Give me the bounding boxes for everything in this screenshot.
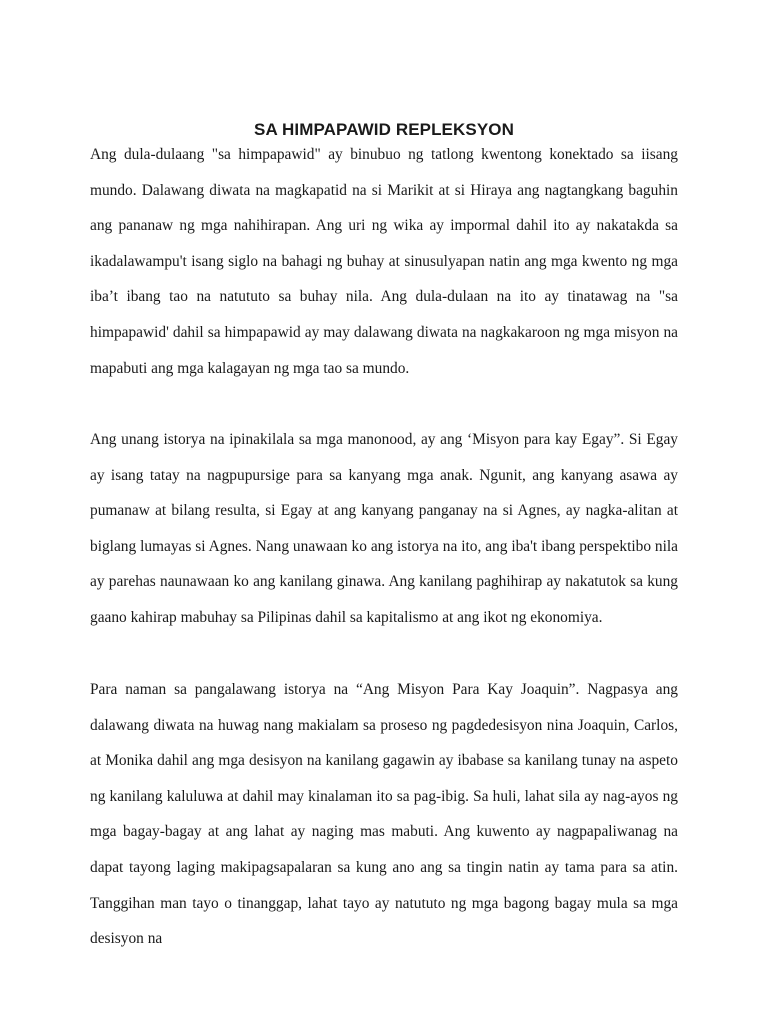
paragraph-second-story: Para naman sa pangalawang istorya na “Ang Misyon Para Kay Joaquin”. Nagpasya ang dalawang diwata na huwag nang makialam sa proseso ng pagdedesisyon nina Joaquin, Carlos, at Monika dahil ang mga desisyon na kanilang gagawin ay ibabase sa kanilang tunay na aspeto ng kanilang kaluluwa at dahil may kinalaman ito sa pag-ibig. Sa huli, lahat sila ay nag-ayos ng mga bagay-bagay at ang lahat ay naging mas mabuti. Ang kuwento ay nagpapaliwanag na dapat tayong laging makipagsapalaran sa kung ano ang sa tingin natin ay tama para sa atin. Tanggihan man tayo o tinanggap, lahat tayo ay natututo ng mga bagong bagay mula sa mga desisyon na — [90, 681, 678, 948]
paragraph-intro: Ang dula-dulaang "sa himpapawid" ay binubuo ng tatlong kwentong konektado sa iisang mundo. Dalawang diwata na magkapatid na si Marikit at si Hiraya ang nagtangkang baguhin ang pananaw ng mga nahihirapan. Ang uri ng wika ay impormal dahil ito ay nakatakda sa ikadalawampu't isang siglo na bahagi ng buhay at sinusulyapan natin ang mga kwento ng mga iba’t ibang tao na natututo sa buhay nila. Ang dula-dulaan na ito ay tinatawag na "sa himpapawid' dahil sa himpapawid ay may dalawang diwata na nagkakaroon ng mga misyon na mapabuti ang mga kalagayan ng mga tao sa mundo. — [90, 146, 678, 377]
document-title: SA HIMPAPAWID REPLEKSYON — [254, 120, 514, 139]
paragraph-first-story: Ang unang istorya na ipinakilala sa mga manonood, ay ang ‘Misyon para kay Egay”. Si Egay ay isang tatay na nagpupursige para sa kanyang mga anak. Ngunit, ang kanyang asawa ay pumanaw at bilang resulta, si Egay at ang kanyang panganay na si Agnes, ay nagka-alitan at biglang lumayas si Agnes. Nang unawaan ko ang istorya na ito, ang iba't ibang perspektibo nila ay parehas naunawaan ko ang kanilang ginawa. Ang kanilang paghihirap ay nakatutok sa kung gaano kahirap mabuhay sa Pilipinas dahil sa kapitalismo at ang ikot ng ekonomiya. — [90, 431, 678, 626]
